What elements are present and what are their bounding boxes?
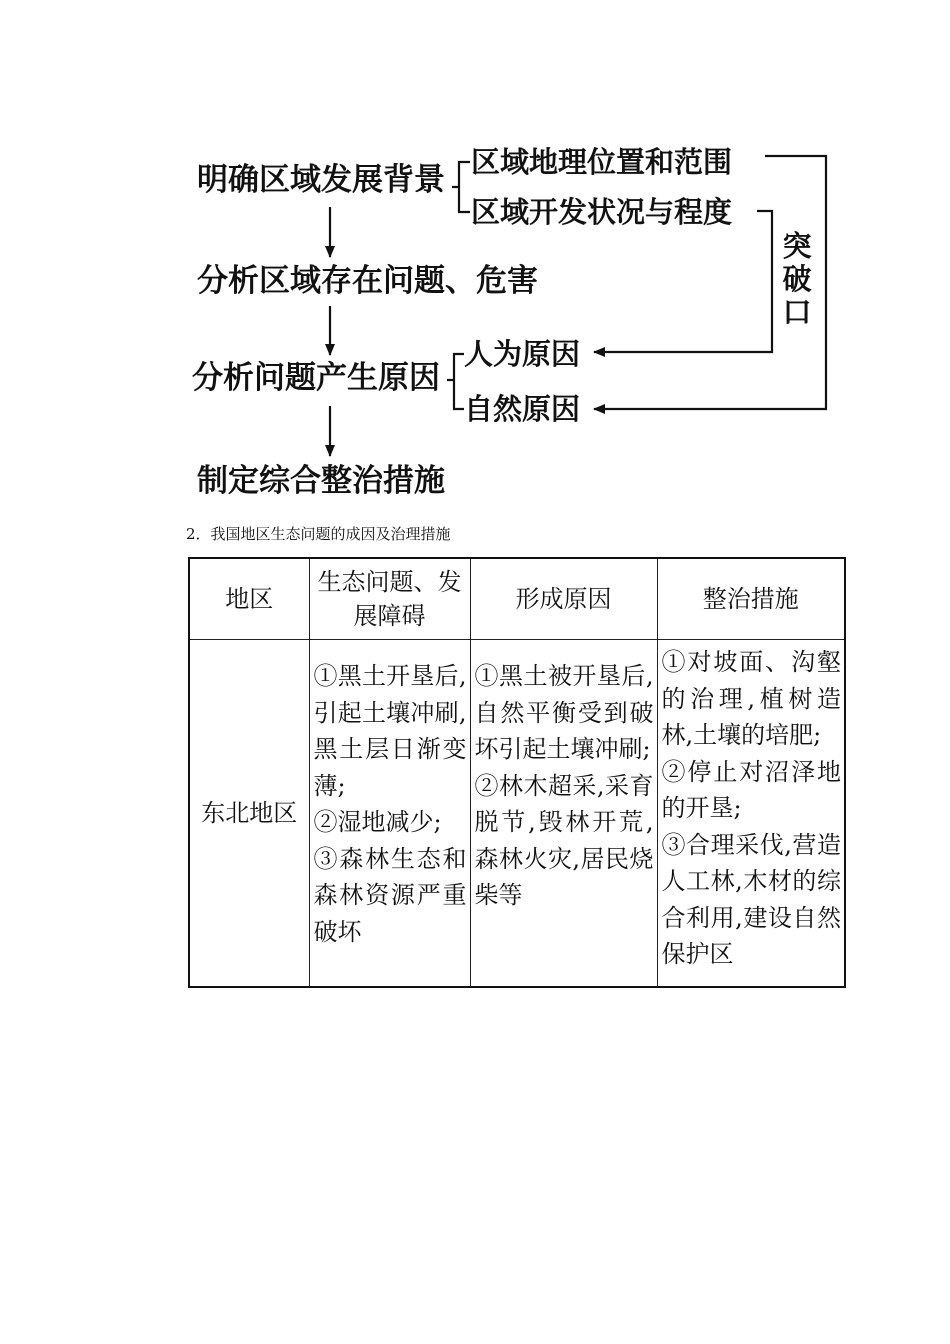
cell-causes (470, 640, 657, 988)
branch-development: 区域开发状况与程度 (471, 195, 733, 229)
branch-location: 区域地理位置和范围 (471, 145, 733, 179)
cell-region: 东北地区 (189, 640, 309, 988)
header-region: 地区 (189, 558, 309, 640)
header-problems: 生态问题、发展障碍 (309, 558, 470, 640)
problem-item: ①黑土开垦后,引起土壤冲刷,黑土层日渐变薄; (313, 662, 467, 800)
background-bracket (452, 162, 470, 212)
branch-natural-causes: 自然原因 (464, 392, 581, 426)
measure-item: ②停止对沼泽地的开垦; (661, 757, 841, 822)
problem-item: ②湿地减少; (313, 808, 442, 836)
header-measures: 整治措施 (657, 558, 845, 640)
section-heading: 2．我国地区生态问题的成因及治理措施 (186, 525, 451, 543)
breakthrough-label: 突破口 (782, 229, 812, 329)
table-row (189, 640, 845, 988)
problem-item: ③森林生态和森林资源严重破坏 (313, 844, 467, 946)
cause-bracket (447, 354, 464, 409)
step-problems: 分析区域存在问题、危害 (197, 263, 538, 299)
branch-human-causes: 人为原因 (464, 337, 581, 371)
ecology-table-container (188, 557, 844, 988)
inner-connector (594, 211, 772, 352)
cell-problems (309, 640, 470, 988)
step-causes: 分析问题产生原因 (192, 360, 440, 396)
cause-item: ①黑土被开垦后,自然平衡受到破坏引起土壤冲刷; (474, 662, 654, 763)
cell-measures (657, 640, 845, 988)
header-causes: 形成原因 (470, 558, 657, 640)
flow-diagram (0, 0, 950, 510)
measure-item: ③合理采伐,营造人工林,木材的综合利用,建设自然保护区 (661, 830, 841, 968)
measure-item: ①对坡面、沟壑的治理,植树造林,土壤的培肥; (661, 648, 841, 749)
cause-item: ②林木超采,采育脱节,毁林开荒,森林火灾,居民烧柴等 (474, 771, 654, 909)
step-background: 明确区域发展背景 (197, 162, 445, 198)
table-header-row (189, 558, 845, 640)
step-measures: 制定综合整治措施 (197, 463, 445, 499)
ecology-table (188, 557, 846, 988)
